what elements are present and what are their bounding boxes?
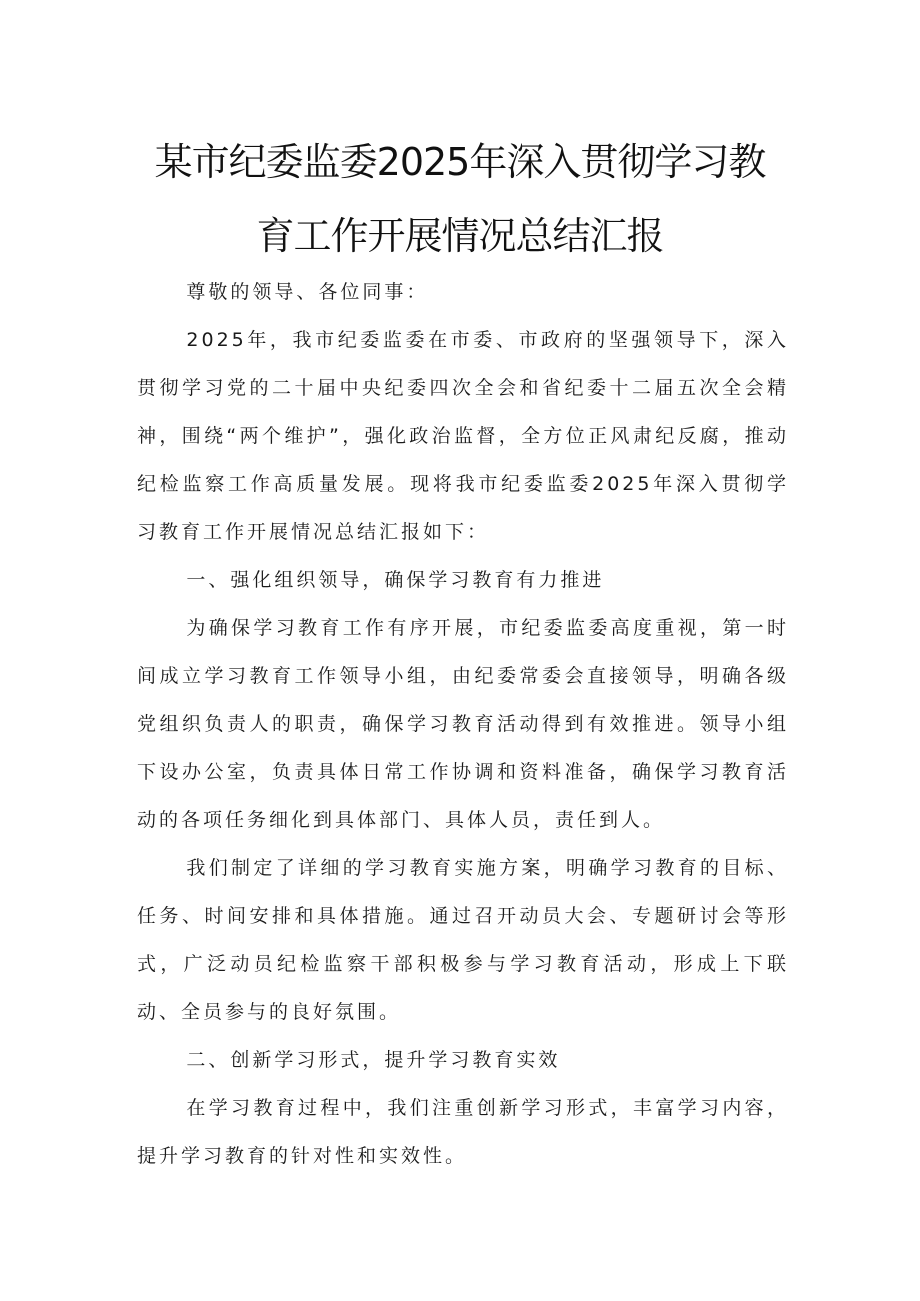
document-title-line-1: 某市纪委监委2025年深入贯彻学习教 xyxy=(154,140,766,184)
section-1-paragraph-2: 我们制定了详细的学习教育实施方案，明确学习教育的目标、任务、时间安排和具体措施。通过召开动员大会、专题研讨会等形式，广泛动员纪检监察干部积极参与学习教育活动，形成上下联动、全员参与的良好氛围。 xyxy=(137,857,789,1023)
intro-paragraph: 2025年，我市纪委监委在市委、市政府的坚强领导下，深入贯彻学习党的二十届中央纪委四次全会和省纪委十二届五次全会精神，围绕“两个维护”，强化政治监督，全方位正风肃纪反腐，推动纪检监察工作高质量发展。现将我市纪委监委2025年深入贯彻学习教育工作开展情况总结汇报如下： xyxy=(137,329,789,543)
document-title-line-2: 育工作开展情况总结汇报 xyxy=(256,214,664,258)
salutation: 尊敬的领导、各位同事： xyxy=(186,281,429,303)
section-heading-2: 二、创新学习形式，提升学习教育实效 xyxy=(186,1049,561,1071)
section-2-paragraph-1: 在学习教育过程中，我们注重创新学习形式，丰富学习内容，提升学习教育的针对性和实效性。 xyxy=(137,1097,789,1167)
section-heading-1: 一、强化组织领导，确保学习教育有力推进 xyxy=(186,569,605,591)
section-1-paragraph-1: 为确保学习教育工作有序开展，市纪委监委高度重视，第一时间成立学习教育工作领导小组，由纪委常委会直接领导，明确各级党组织负责人的职责，确保学习教育活动得到有效推进。领导小组下设办公室，负责具体日常工作协调和资料准备，确保学习教育活动的各项任务细化到具体部门、具体人员，责任到人。 xyxy=(137,617,789,831)
document-body xyxy=(137,268,789,1180)
